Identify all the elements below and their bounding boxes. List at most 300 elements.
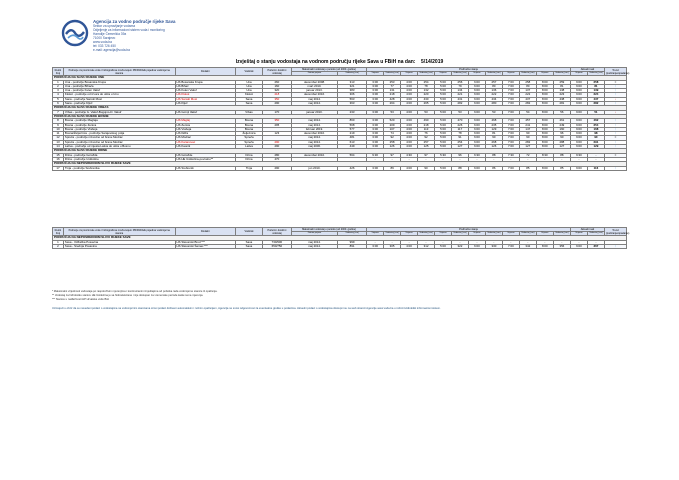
table-cell: 5:00 [435,136,452,140]
table-cell: maj 2014. [291,119,337,123]
table-cell: 481 [338,136,367,140]
table-cell: 160 [553,127,570,131]
column-header: Redni broj [53,228,64,236]
table-cell: - [502,240,519,244]
trend-indicator: = [604,80,626,84]
column-header: Trend (podizanje/opadanje) [605,68,630,75]
table-cell: 86 [485,166,502,170]
table-cell: 321 [338,84,367,88]
table-cell: 6:00 [468,136,485,140]
table-cell: jun 2010. [291,166,337,170]
table-cell: 281 [553,102,570,106]
trend-indicator: ↓ [604,97,626,101]
table-cell: 4:30 [401,153,418,157]
table-row [53,166,627,170]
table-cell: - [485,240,502,244]
table-cell: 430 [418,97,435,101]
table-cell: 322 [451,244,468,248]
table-cell: 113 [418,127,435,131]
table-cell: - [485,157,502,161]
table-cell: 131 [384,89,401,93]
table-cell: 5:00 [435,244,452,248]
table-cell: 291 [587,140,604,144]
table-cell: 9:00 [570,136,587,140]
table-cell: 4:00 [401,119,418,123]
table-cell: 241 [519,123,536,127]
table-cell: - [553,157,570,161]
table-cell: 92 [418,136,435,140]
table-cell: 5:00 [435,140,452,144]
agency-line: tel: 033 726 450 [93,44,116,49]
table-cell: 434 [485,97,502,101]
table-cell: Tinja - područje Srebrenika [63,166,175,170]
table-cell: 9:00 [570,166,587,170]
column-subheader: Vrijeme [401,72,418,76]
footnote: * Maksimalni vrijednosti vodostaja po raspoloživim mjerenjima i kontinuiranim izvještajima od početka rada vodomjerne stanice ili opažanja. [52,290,218,293]
table-cell: 107 [384,127,401,131]
column-header: Vodotok [236,68,263,76]
table-cell: 222 [519,93,536,97]
table-cell: 7:30 [502,153,519,157]
table-cell: 6:00 [468,132,485,136]
agency-line: e-mail: agencija@voda.ba [93,48,130,53]
footnote: *** Stanice u nadležnosti HP Hrvatske vode BiH [52,298,109,301]
table-cell: 14 [53,145,64,149]
table-cell: 6:00 [468,84,485,88]
table-cell: - [401,157,418,161]
table-cell: 7:00 [502,136,519,140]
table-cell: 7:00 [502,89,519,93]
table-cell: 5:00 [435,93,452,97]
table-cell: 7:00 [502,244,519,248]
table-cell: maj 2014. [291,136,337,140]
table-cell: HS Bosanska Krupa [175,80,236,84]
table-cell: 74 [384,132,401,136]
table-cell: Bosna - područje Vraboja [63,127,175,131]
table-cell: 8:00 [536,132,553,136]
table-cell: 85 [553,166,570,170]
table-cell: 457 [519,119,536,123]
agency-line: Odjeljenje za informacioni sistem voda i monitoring [93,28,165,33]
table-cell: 132 [418,89,435,93]
table-cell: 4:00 [401,166,418,170]
table-cell: 4:00 [401,244,418,248]
table-cell: - [519,240,536,244]
table-cell: 7:00 [502,127,519,131]
table-cell: - [451,240,468,244]
table-cell: 282 [587,102,604,106]
table-cell: Spreča [236,136,263,140]
table-cell: 5:00 [435,102,452,106]
table-cell: 9:00 [570,102,587,106]
table-cell: - [468,157,485,161]
table-cell: Sana - područje Ključ [63,102,175,106]
table-cell: - [553,240,570,244]
table-cell: 563 [338,97,367,101]
table-cell: - [536,157,553,161]
table-cell: 3:00 [367,244,384,248]
column-subheader: Vodostaj (cm) [589,232,603,234]
table-cell: 6:30 [468,153,485,157]
table-cell: 470 [451,119,468,123]
table-cell: 264 [384,102,401,106]
agency-line: www.voda.ba [93,40,112,45]
table-cell: 96 [553,132,570,136]
table-cell: 129 [587,145,604,149]
table-cell: - [384,157,401,161]
table-cell: 77 [384,84,401,88]
table-cell: 137 [519,89,536,93]
table-cell: - [502,157,519,161]
table-cell: 4:00 [401,127,418,131]
trend-indicator: = [604,153,626,157]
table-cell: decembar 2010. [291,132,337,136]
table-cell: HS Gornji Vakuf [175,110,236,114]
table-cell: 98 [587,132,604,136]
column-subheader: Vodostaj (cm) [487,232,501,234]
footnote: ** Vodostaj za hidrološku stanicu HE Ustikolina je sa hidroelektrane i nije dostupan za vremenske periode kada nema mjerenja. [52,294,204,297]
column-header: Dodatni [175,68,236,76]
table-cell: 6:00 [468,166,485,170]
table-cell: 5:00 [435,97,452,101]
table-cell: HS Modrac [175,136,236,140]
table-cell: 76 [418,132,435,136]
column-subheader: Vodostaj (cm) [338,232,367,236]
agency-logo-icon [61,19,89,47]
table-cell: 9:30 [367,153,384,157]
table-cell: 78 [418,84,435,88]
table-cell: 126 [485,145,502,149]
trend-indicator: = [604,136,626,140]
table-cell: 330 [485,244,502,248]
table-cell: 7:00 [502,97,519,101]
table-cell: maj 2014. [291,244,337,248]
table-cell: 90 [485,136,502,140]
table-cell: 3:00 [367,132,384,136]
table-cell: 520 [384,119,401,123]
column-header: Početni i dostizni vodostaj [262,68,291,76]
table-cell: 97 [384,153,401,157]
sava-water-level-table [52,227,630,249]
table-cell: HS Ključ [175,102,236,106]
table-cell: HS Maglaj [175,119,236,123]
table-cell: 254 [418,80,435,84]
table-cell: 257 [485,80,502,84]
agency-header [61,19,301,53]
table-cell: 56 [553,110,570,114]
table-cell: 7 [53,110,64,114]
table-cell: 8:00 [536,102,553,106]
table-cell: 7:00 [502,102,519,106]
table-cell: 80 [485,84,502,88]
table-cell: 80 [519,84,536,88]
table-cell: 3:00 [367,140,384,144]
column-header: Trend (podizanje/opadanje) [605,228,630,235]
table-cell: 437 [519,97,536,101]
table-cell: - [587,153,604,157]
table-cell: 8:00 [536,93,553,97]
table-cell: 9:00 [570,84,587,88]
table-cell: 8:00 [536,119,553,123]
table-cell: 6:00 [468,123,485,127]
table-cell: 9:00 [570,119,587,123]
table-cell: januar 2010. [291,110,337,114]
section-label: PODRUČJA NA SLIVU RIJEKE BOSNE [53,114,627,118]
table-cell: 235 [485,123,502,127]
column-subheader: Vrijeme [468,232,485,236]
table-cell: 320 [262,89,291,93]
table-cell: 139 [587,89,604,93]
table-cell: 1 [53,240,64,244]
column-subheader: Vodostaj (cm) [555,72,569,74]
table-cell: 256 [451,80,468,84]
trend-indicator: ↑ [604,102,626,106]
column-subheader: Vrijeme [570,72,587,76]
table-cell: 13 [53,140,64,144]
table-cell: 5:00 [435,145,452,149]
table-cell: 9:00 [570,93,587,97]
table-cell: 9:00 [570,132,587,136]
table-cell: Sana [236,97,263,101]
table-cell: Vrbas - područje G. Vakuf-Bugojno-D. Vakuf [63,110,175,114]
table-cell: HS Karanovac [175,140,236,144]
table-cell: Spreča [236,140,263,144]
table-cell: Drina [236,153,263,157]
table-cell: 90 [519,136,536,140]
table-cell: 564 [338,153,367,157]
table-cell: 78 [451,132,468,136]
table-cell: 313 [338,80,367,84]
table-cell: maj 2014. [291,123,337,127]
section-label: PODRUČJA NA NEPOSREDNOM SLIVU RIJEKE SAVE [53,162,627,166]
column-subheader: Vrijeme [367,72,384,76]
column-subheader: Vrijeme [570,232,587,236]
column-subheader: Vodostaj (cm) [521,232,535,234]
table-cell: 290 [262,166,291,170]
water-level-table [52,67,630,171]
table-cell: HS Zenica [175,123,236,127]
table-cell: 4:00 [401,136,418,140]
table-cell: Spreča - područje nizvodno od brane Modrac [63,136,175,140]
table-cell: 3:00 [367,80,384,84]
table-cell: 568 [338,123,367,127]
column-header: Redni broj [53,68,64,76]
table-cell: 3:00 [367,123,384,127]
table-cell: HS Goražde [175,153,236,157]
table-cell: 4:00 [401,93,418,97]
table-cell: 8:00 [536,244,553,248]
table-cell: - [536,240,553,244]
table-cell: 7:00 [502,140,519,144]
column-subheader: Vodostaj (cm) [453,232,467,234]
table-cell: 53 [418,110,435,114]
table-cell: 53 [384,110,401,114]
table-cell: 860 [338,119,367,123]
table-cell: 9:00 [570,97,587,101]
section-label: PODRUČJA NA NEPOSREDNOM SLIVU RIJEKE SAVE [53,236,627,240]
column-header: Vodotok [236,228,263,236]
trend-indicator: ↑ [604,140,626,144]
agency-line: 71000 Sarajevo [93,36,116,41]
table-cell: Drina [236,157,263,161]
table-cell: - [468,240,485,244]
table-cell: Una [236,89,263,93]
table-cell: 3:00 [367,89,384,93]
table-cell: 5:30 [435,153,452,157]
table-cell: 126 [384,145,401,149]
column-subheader: Vrijeme [401,232,418,236]
table-cell: - [435,240,452,244]
agency-line: Hamdije Čemerlića 39a [93,32,127,37]
column-subheader: Vrijeme [502,72,519,76]
table-cell: 891 [338,244,367,248]
table-cell: 3:00 [367,84,384,88]
table-cell: 3:00 [367,136,384,140]
column-subheader: Vrijeme [536,232,553,236]
table-cell: 3:00 [367,93,384,97]
table-cell: 3:00 [367,110,384,114]
table-cell: 6:00 [468,127,485,131]
table-cell: - [435,157,452,161]
table-cell: Sava - Srednja Posavina [63,244,175,248]
table-cell: 999 [338,240,367,244]
column-subheader: Vodostaj (cm) [521,72,535,74]
table-cell: - [519,157,536,161]
table-cell: Drina - područje Ustikoline [63,157,175,161]
table-cell: 134 [451,89,468,93]
trend-indicator: ↑ [604,123,626,127]
agency-name: Agencija za vodno područje rijeke Sava [93,19,176,24]
table-cell: 363 [338,102,367,106]
table-cell: 91 [451,136,468,140]
agency-line: Sektor za upravljanje vodama [93,24,135,29]
table-cell: 5:00 [435,89,452,93]
table-cell: 254 [451,140,468,144]
table-cell: decembar 2016. [291,93,337,97]
table-cell: 53 [485,110,502,114]
section-label: PODRUČJA NA SLIVU RIJEKE VRBAS [53,106,627,110]
trend-indicator: ↑ [604,132,626,136]
column-subheader: Vrijeme [367,232,384,236]
table-cell: 288 [553,140,570,144]
table-cell: Klokot - područje od izvora do ušća u Unu [63,93,175,97]
table-cell: Sana - područje Sanski Most [63,97,175,101]
table-cell: Bosna [236,119,263,123]
table-cell: 12 [53,136,64,140]
table-cell: 258 [384,140,401,144]
table-cell: 51 [587,110,604,114]
table-cell: 3:00 [367,127,384,131]
table-cell: 15 [53,153,64,157]
column-header: Maksimalni vodostaj u periodu (od 2000. godine) [291,68,366,72]
table-cell: 218 [384,93,401,97]
table-cell: 8:00 [536,136,553,140]
table-cell: maj 2006. [291,145,337,149]
table-cell: 290 [262,102,291,106]
table-cell: Lašva - područje od mjesta Lašva do ušća u Bosnu [63,145,175,149]
table-cell: Bosna - područje Maglaja [63,119,175,123]
column-subheader: Vodostaj (cm) [453,72,467,74]
table-cell: 3:00 [367,97,384,101]
report-title [171,59,508,65]
table-cell: - [587,157,604,161]
table-cell: 613 [338,140,367,144]
table-cell: 468 [485,119,502,123]
table-cell: Sava - Odžačka Posavina [63,240,175,244]
table-cell: - [384,240,401,244]
table-cell: 209 [384,123,401,127]
table-cell: 9:00 [570,145,587,149]
table-cell: 4:00 [401,89,418,93]
table-cell: 350 [262,119,291,123]
table-cell: 9:00 [570,110,587,114]
table-cell: 8:00 [536,97,553,101]
table-cell: Una [236,80,263,84]
table-cell: 96 [451,153,468,157]
table-cell: 383 [338,89,367,93]
table-cell: 282 [519,102,536,106]
report-title-text: Izvještaj o stanju vodostaja na vodnom području rijeke Sava u FBiH na dan: [235,59,416,65]
table-cell: 449 [338,145,367,149]
table-cell: maj 2014. [291,140,337,144]
table-cell: maj 2014. [291,97,337,101]
table-cell: 16 [53,157,64,161]
table-cell: 577 [338,127,367,131]
table-cell: 3 [53,89,64,93]
table-cell: 5:00 [435,80,452,84]
table-cell: 295 [262,123,291,127]
table-cell: 10 [53,127,64,131]
table-cell: 9:00 [570,89,587,93]
table-cell: 342 [519,244,536,248]
column-subheader: Vodostaj (cm) [385,72,399,74]
table-cell: 5:00 [435,110,452,114]
table-cell: 218 [418,123,435,127]
table-cell: 116 [587,166,604,170]
table-cell: 8:00 [536,140,553,144]
table-cell: 54 [519,110,536,114]
table-cell: 282 [451,102,468,106]
agency-info [93,19,175,52]
table-cell: 8:30 [536,153,553,157]
table-cell: - [570,157,587,161]
table-cell: 9:30 [570,153,587,157]
table-cell: 253 [384,80,401,84]
column-header: Maksimalni vodostaj u periodu (od 2000. godine) [291,228,366,232]
table-cell: 7:00 [502,119,519,123]
section-label: PODRUČJA NA SLIVU RIJEKE DRINE [53,149,627,153]
column-header: Aktuelni sati [570,68,604,72]
table-cell: 5:00 [435,127,452,131]
table-cell: HS Slavonski Šamac *** [175,244,236,248]
table-cell: 730/900 [262,240,291,244]
table-cell: 7:00 [502,166,519,170]
table-cell: 127 [553,145,570,149]
table-cell: 7:00 [502,145,519,149]
table-cell: 290 [262,140,291,144]
table-cell: 17 [53,166,64,170]
table-cell: 5:00 [435,132,452,136]
table-cell: - [587,240,604,244]
table-cell: 219 [338,132,367,136]
table-cell: 367 [587,244,604,248]
table-cell: - [418,240,435,244]
column-subheader: Vodostaj (cm) [589,72,603,74]
table-cell: decembar 2010. [291,153,337,157]
table-cell: 428 [384,97,401,101]
table-cell: - [401,240,418,244]
table-cell: 9:00 [570,80,587,84]
